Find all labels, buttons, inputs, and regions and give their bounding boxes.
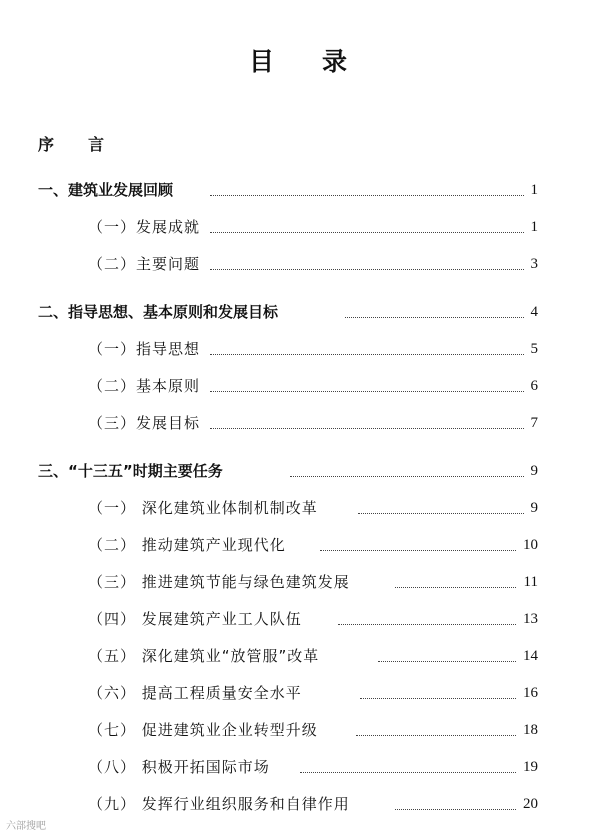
toc-entry-label: 二、指导思想、基本原则和发展目标 [38,303,279,321]
toc-leader-dots [345,317,524,318]
page-title [0,42,596,78]
toc-leader-dots [210,428,524,429]
toc-leader-dots [210,232,524,233]
toc-entry-label: （三） 推进建筑节能与绿色建筑发展 [88,573,350,591]
toc-entry[interactable] [0,533,596,557]
title-char-2: 录 [322,47,348,76]
toc-entry-label: （二）基本原则 [88,377,201,395]
toc-leader-dots [338,624,516,625]
toc-entry-label: （五） 深化建筑业“放管服”改革 [88,647,320,665]
toc-entry[interactable] [0,607,596,631]
toc-entry-label: （二）主要问题 [88,255,201,273]
toc-preface[interactable] [38,132,104,155]
toc-entry-page: 6 [530,378,538,394]
toc-entry-page: 18 [523,722,538,738]
toc-entry-label: （一）发展成就 [88,218,201,236]
toc-entry-page: 3 [530,256,538,272]
toc-entry-page: 13 [523,611,538,627]
toc-entry-label: （一）指导思想 [88,340,201,358]
toc-leader-dots [210,354,524,355]
toc-leader-dots [360,698,516,699]
toc-entry[interactable] [0,459,596,483]
toc-entry-page: 1 [530,219,538,235]
toc-entry-label: （三）发展目标 [88,414,201,432]
toc-leader-dots [300,772,516,773]
toc-entry[interactable] [0,792,596,816]
toc-entry-label: （六） 提高工程质量安全水平 [88,684,302,702]
toc-entry-page: 14 [523,648,538,664]
toc-entry-label: 一、建筑业发展回顾 [38,181,174,199]
toc-entry-page: 7 [530,415,538,431]
toc-entry-label: （四） 发展建筑产业工人队伍 [88,610,302,628]
toc-leader-dots [210,269,524,270]
toc-leader-dots [358,513,524,514]
toc-entry[interactable] [0,252,596,276]
toc-entry-label: （七） 促进建筑业企业转型升级 [88,721,318,739]
toc-entry[interactable] [0,300,596,324]
toc-entry-label: （九） 发挥行业组织服务和自律作用 [88,795,350,813]
toc-entry-page: 16 [523,685,538,701]
toc-entry-page: 20 [523,796,538,812]
toc-entry-page: 1 [530,182,538,198]
toc-entry-label: （八） 积极开拓国际市场 [88,758,270,776]
toc-entry[interactable] [0,215,596,239]
toc-leader-dots [210,195,524,196]
toc-entry-page: 10 [523,537,538,553]
toc-entry-label: 三、“十三五”时期主要任务 [38,462,223,480]
watermark: 六部搜吧 [6,821,46,832]
preface-char-1: 序 [38,135,55,154]
toc-entry[interactable] [0,496,596,520]
toc-leader-dots [395,809,516,810]
toc-leader-dots [395,587,516,588]
toc-entry-page: 9 [530,500,538,516]
toc-entry[interactable] [0,570,596,594]
toc-entry[interactable] [0,337,596,361]
toc-entry-page: 4 [530,304,538,320]
toc-entry[interactable] [0,178,596,202]
toc-entry-page: 9 [530,463,538,479]
toc-entry-page: 5 [530,341,538,357]
toc-leader-dots [378,661,516,662]
toc-leader-dots [210,391,524,392]
toc-entry[interactable] [0,755,596,779]
toc-entry[interactable] [0,374,596,398]
toc-entry-page: 11 [523,574,538,590]
toc-entry-label: （二） 推动建筑产业现代化 [88,536,286,554]
title-char-1: 目 [248,47,274,76]
toc-entry-label: （一） 深化建筑业体制机制改革 [88,499,318,517]
toc-leader-dots [356,735,516,736]
toc-entry[interactable] [0,411,596,435]
toc-entry[interactable] [0,718,596,742]
toc-entry[interactable] [0,681,596,705]
toc-leader-dots [290,476,524,477]
preface-char-2: 言 [88,135,105,154]
toc-leader-dots [320,550,516,551]
toc-entry[interactable] [0,644,596,668]
toc-entry-page: 19 [523,759,538,775]
